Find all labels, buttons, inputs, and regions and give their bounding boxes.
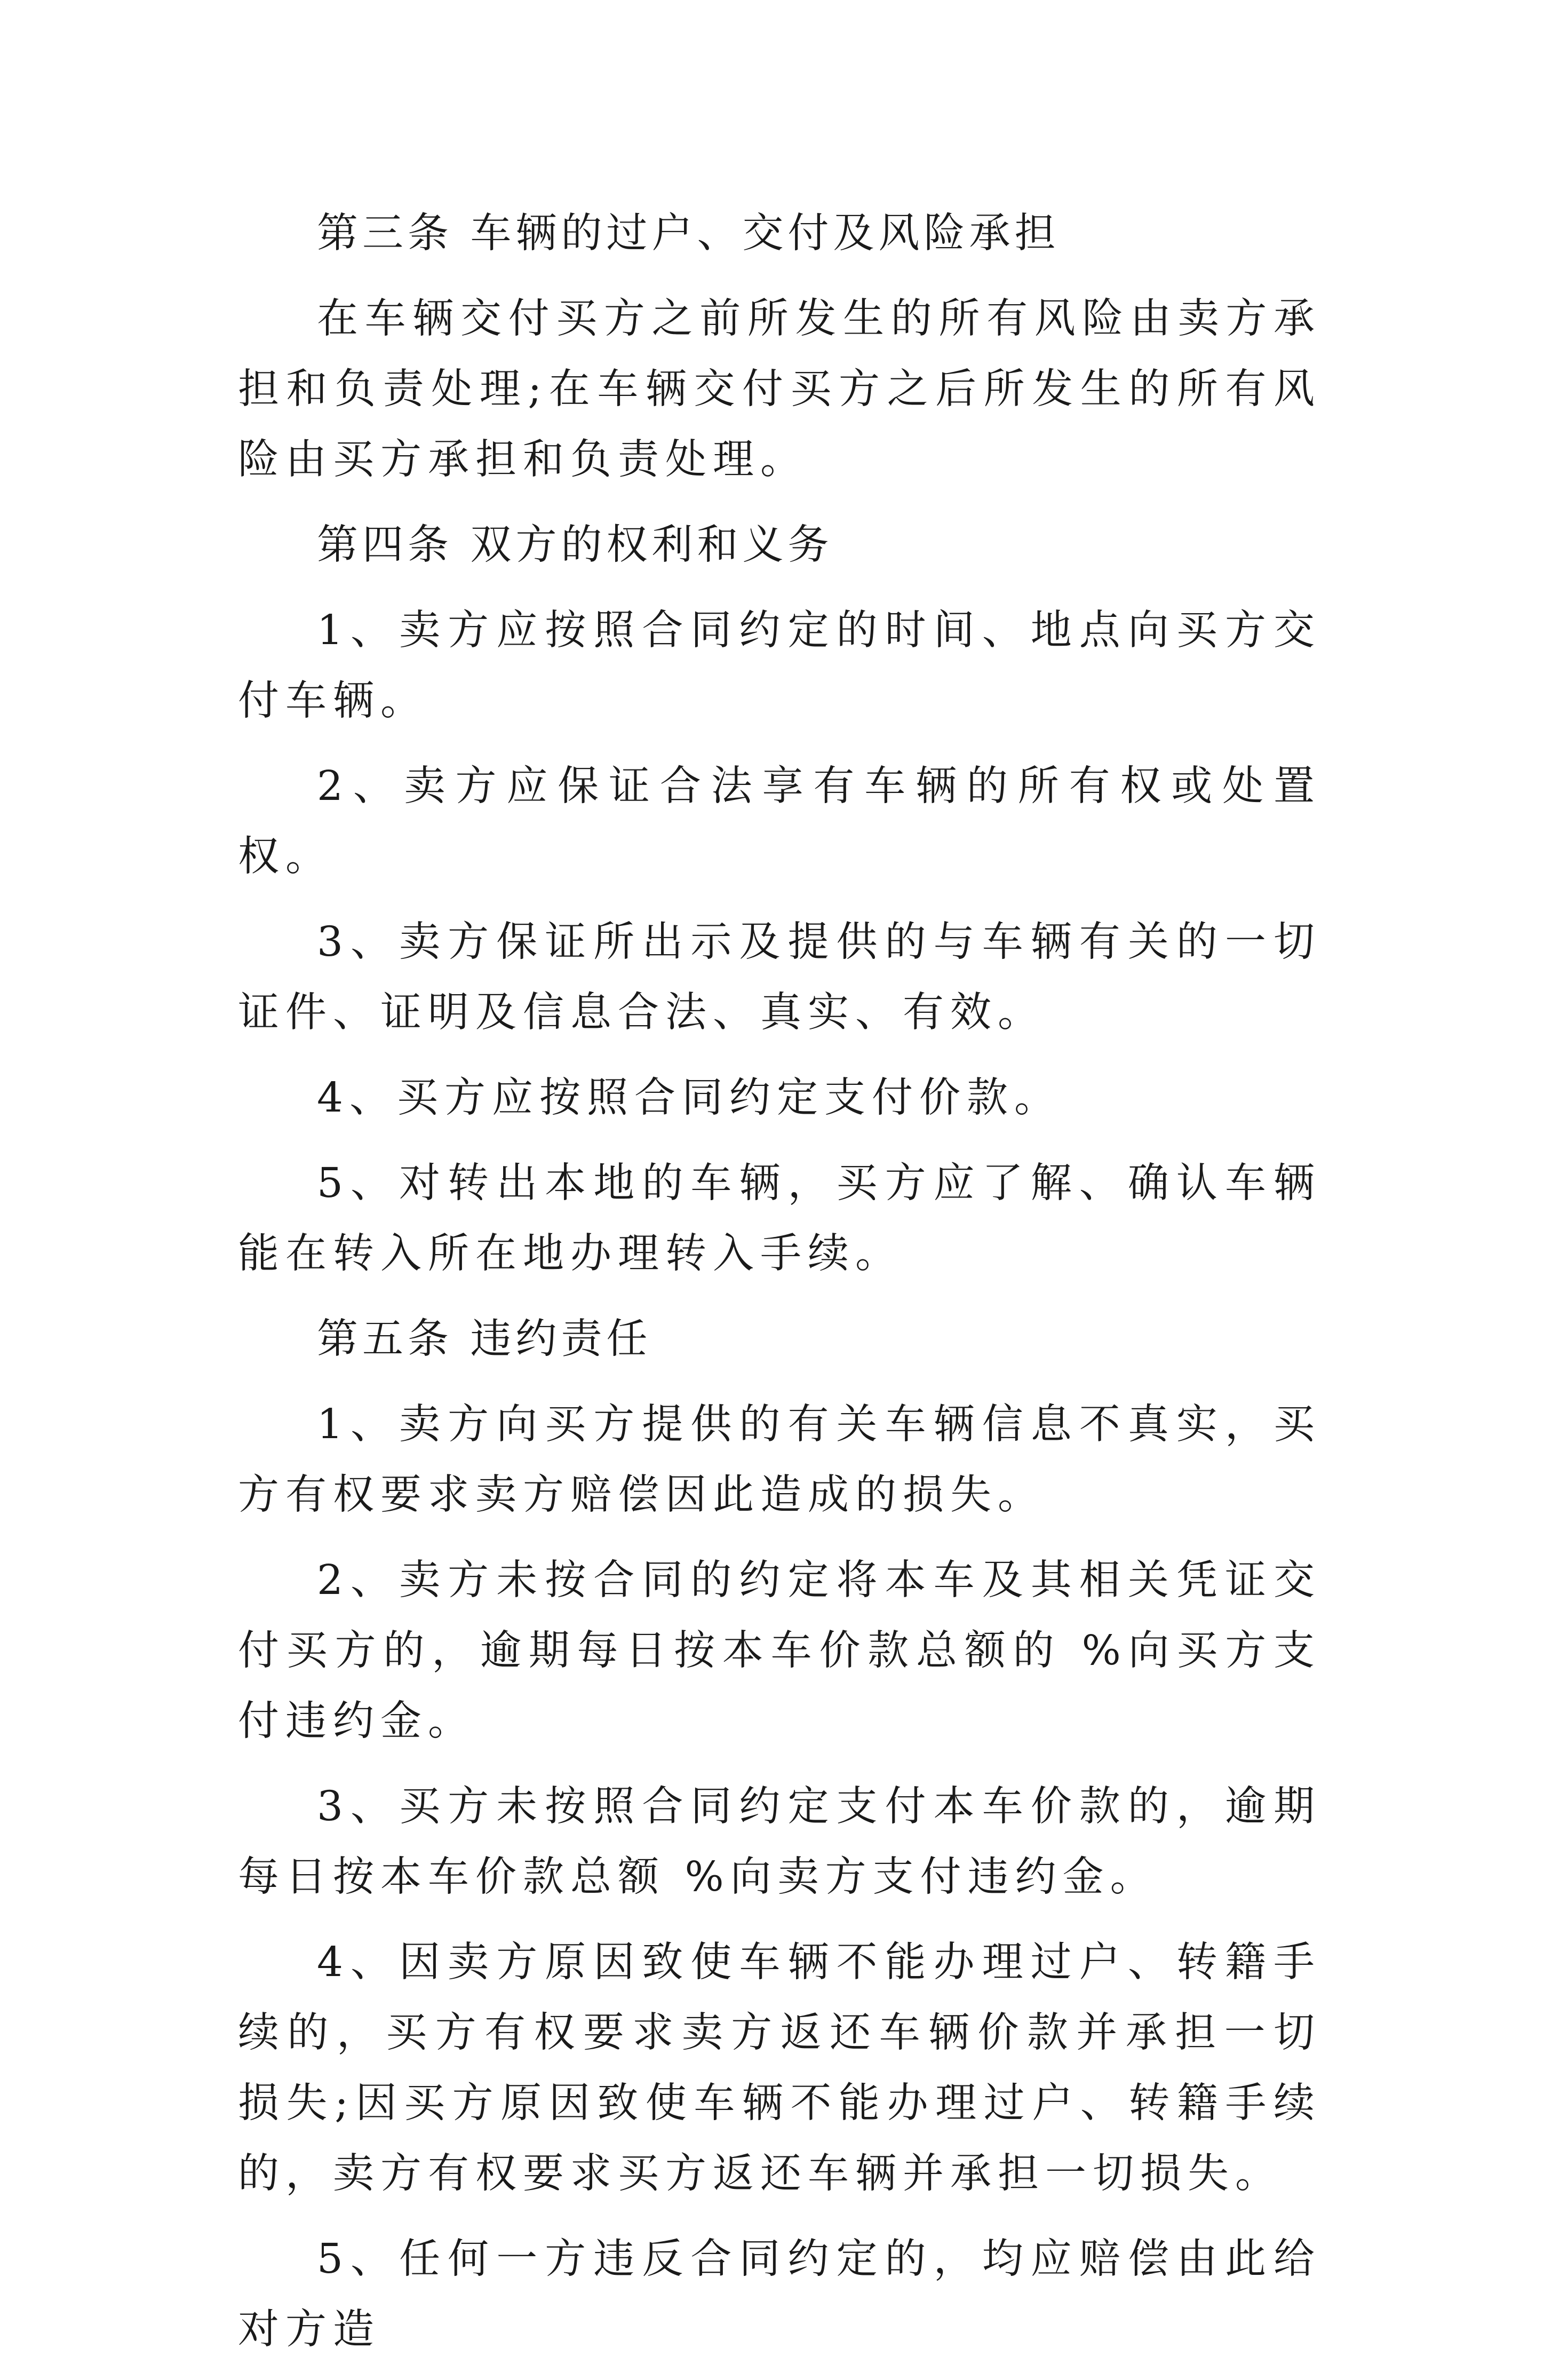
list-item-seller-delivery: 1、卖方应按照合同约定的时间、地点向买方交付车辆。: [238, 607, 1321, 725]
document-page: [238, 199, 1321, 2380]
list-item-breach-seller-delay: 2、卖方未按合同的约定将本车及其相关凭证交付买方的，逾期每日按本车价款总额的 %向买方支付违约金。: [238, 1557, 1321, 1745]
list-item-breach-compensation: 5、任何一方违反合同约定的，均应赔偿由此给对方造: [238, 2235, 1321, 2353]
list-item-breach-info: 1、卖方向买方提供的有关车辆信息不真实，买方有权要求卖方赔偿因此造成的损失。: [238, 1401, 1321, 1519]
list-item-seller-ownership: 2、卖方应保证合法享有车辆的所有权或处置权。: [238, 763, 1321, 880]
list-item-buyer-transfer: 5、对转出本地的车辆，买方应了解、确认车辆能在转入所在地办理转入手续。: [238, 1160, 1321, 1278]
list-item-breach-buyer-delay: 3、买方未按照合同约定支付本车价款的，逾期每日按本车价款总额 %向卖方支付违约金。: [238, 1783, 1321, 1901]
list-item-buyer-payment: 4、买方应按照合同约定支付价款。: [317, 1074, 1062, 1122]
section-heading-article-3: 第三条 车辆的过户、交付及风险承担: [317, 210, 1060, 257]
section-heading-article-5: 第五条 违约责任: [317, 1315, 652, 1363]
list-item-breach-transfer: 4、因卖方原因致使车辆不能办理过户、转籍手续的，买方有权要求卖方返还车辆价款并承担一切损失;因买方原因致使车辆不能办理过户、转籍手续的，卖方有权要求买方返还车辆并承担一切损失。: [238, 1939, 1321, 2197]
list-item-seller-documents: 3、卖方保证所出示及提供的与车辆有关的一切证件、证明及信息合法、真实、有效。: [238, 918, 1321, 1036]
section-heading-article-4: 第四条 双方的权利和义务: [317, 521, 833, 569]
paragraph-risk-bearing: 在车辆交付买方之前所发生的所有风险由卖方承担和负责处理;在车辆交付买方之后所发生的所有风险由买方承担和负责处理。: [238, 295, 1321, 483]
